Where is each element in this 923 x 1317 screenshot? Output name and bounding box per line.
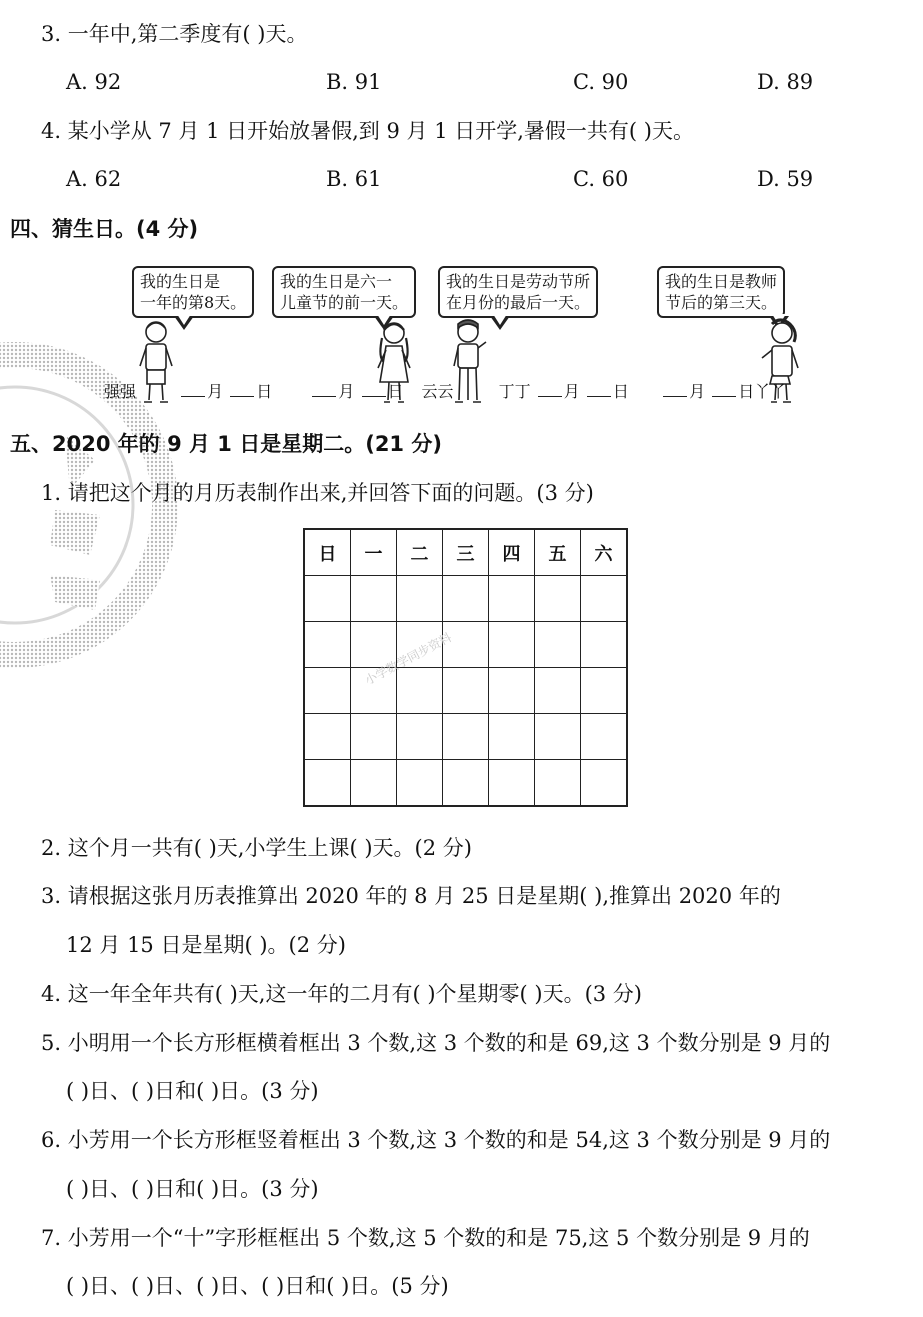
section-5-question-6-line-1: 6. 小芳用一个长方形框竖着框出 3 个数,这 3 个数的和是 54,这 3 个数分别是 9 月的 bbox=[41, 1128, 831, 1152]
speech-bubble-2 bbox=[272, 266, 416, 318]
calendar-header-sat: 六 bbox=[581, 529, 628, 576]
calendar-cell[interactable] bbox=[489, 714, 535, 760]
month-label-4: 月 bbox=[689, 382, 706, 401]
calendar-cell[interactable] bbox=[489, 760, 535, 807]
calendar-cell[interactable] bbox=[304, 622, 351, 668]
day-label-1: 日 bbox=[256, 382, 273, 401]
calendar-cell[interactable] bbox=[304, 668, 351, 714]
q3-option-b[interactable]: B. 91 bbox=[326, 70, 382, 94]
calendar-cell[interactable] bbox=[443, 760, 489, 807]
yunyun-day-blank[interactable] bbox=[362, 384, 386, 397]
calendar-header-tue: 二 bbox=[397, 529, 443, 576]
yunyun-month-blank[interactable] bbox=[312, 384, 336, 397]
name-dingding: 丁丁 bbox=[498, 382, 531, 401]
section-4-title: 四、猜生日。(4 分) bbox=[10, 217, 199, 241]
speech-bubble-4 bbox=[657, 266, 785, 318]
calendar-header-mon: 一 bbox=[351, 529, 397, 576]
section-5-question-4: 4. 这一年全年共有( )天,这一年的二月有( )个星期零( )天。(3 分) bbox=[41, 982, 642, 1006]
calendar-cell[interactable] bbox=[581, 714, 628, 760]
calendar-cell[interactable] bbox=[535, 576, 581, 622]
calendar-cell[interactable] bbox=[535, 714, 581, 760]
bubble-3-line-1: 我的生日是劳动节所 bbox=[446, 272, 591, 291]
calendar-cell[interactable] bbox=[581, 668, 628, 714]
section-5-title: 五、2020 年的 9 月 1 日是星期二。(21 分) bbox=[10, 432, 442, 456]
bubble-2-line-1: 我的生日是六一 bbox=[280, 272, 393, 291]
bubble-4-line-2: 节后的第三天。 bbox=[665, 293, 778, 312]
q4-option-c[interactable]: C. 60 bbox=[573, 167, 629, 191]
calendar-header-fri: 五 bbox=[535, 529, 581, 576]
name-qiangqiang: 强强 bbox=[104, 382, 137, 401]
calendar-cell[interactable] bbox=[535, 622, 581, 668]
watermark-text: 小学数学同步资料 bbox=[362, 630, 454, 688]
calendar-cell[interactable] bbox=[397, 576, 443, 622]
name-yunyun: 云云 bbox=[421, 382, 454, 401]
calendar-week-row bbox=[304, 622, 627, 668]
section-5-question-6-line-2: ( )日、( )日和( )日。(3 分) bbox=[66, 1177, 319, 1201]
calendar-cell[interactable] bbox=[351, 714, 397, 760]
section-5-question-5-line-1: 5. 小明用一个长方形框横着框出 3 个数,这 3 个数的和是 69,这 3 个数分别是 9 月的 bbox=[41, 1031, 831, 1055]
section-5-question-7-line-2: ( )日、( )日、( )日、( )日和( )日。(5 分) bbox=[66, 1274, 449, 1298]
calendar-cell[interactable] bbox=[443, 668, 489, 714]
question-4-text: 4. 某小学从 7 月 1 日开始放暑假,到 9 月 1 日开学,暑假一共有( )天。 bbox=[41, 119, 694, 143]
section-5-question-2: 2. 这个月一共有( )天,小学生上课( )天。(2 分) bbox=[41, 836, 472, 860]
calendar-cell[interactable] bbox=[489, 576, 535, 622]
q4-option-a[interactable]: A. 62 bbox=[66, 167, 122, 191]
calendar-cell[interactable] bbox=[443, 714, 489, 760]
calendar-week-row bbox=[304, 576, 627, 622]
calendar-cell[interactable] bbox=[304, 760, 351, 807]
calendar-cell[interactable] bbox=[351, 576, 397, 622]
question-3-text: 3. 一年中,第二季度有( )天。 bbox=[41, 22, 308, 46]
speech-bubble-1 bbox=[132, 266, 254, 318]
q4-option-b[interactable]: B. 61 bbox=[326, 167, 382, 191]
q3-option-c[interactable]: C. 90 bbox=[573, 70, 629, 94]
calendar-header-thu: 四 bbox=[489, 529, 535, 576]
bubble-3-line-2: 在月份的最后一天。 bbox=[446, 293, 591, 312]
calendar-cell[interactable] bbox=[535, 668, 581, 714]
calendar-week-row bbox=[304, 714, 627, 760]
section-5-question-1: 1. 请把这个月的月历表制作出来,并回答下面的问题。(3 分) bbox=[41, 481, 594, 505]
day-label-2: 日 bbox=[387, 382, 404, 401]
bubble-1-line-2: 一年的第8天。 bbox=[140, 293, 247, 312]
name-yaya: 丫丫 bbox=[754, 382, 787, 401]
calendar-cell[interactable] bbox=[304, 576, 351, 622]
calendar-cell[interactable] bbox=[535, 760, 581, 807]
calendar-week-row bbox=[304, 760, 627, 807]
month-label-1: 月 bbox=[207, 382, 224, 401]
calendar-cell[interactable] bbox=[443, 576, 489, 622]
qiangqiang-month-blank[interactable] bbox=[181, 384, 205, 397]
section-5-question-3-line-1: 3. 请根据这张月历表推算出 2020 年的 8 月 25 日是星期( ),推算出 2020 年的 bbox=[41, 884, 781, 908]
calendar-cell[interactable] bbox=[397, 668, 443, 714]
month-label-2: 月 bbox=[338, 382, 355, 401]
day-label-4: 日 bbox=[738, 382, 755, 401]
section-5-question-3-line-2: 12 月 15 日是星期( )。(2 分) bbox=[66, 933, 346, 957]
yaya-month-blank[interactable] bbox=[663, 384, 687, 397]
calendar-table bbox=[303, 528, 628, 807]
day-label-3: 日 bbox=[612, 382, 629, 401]
section-5-question-7-line-1: 7. 小芳用一个“十”字形框框出 5 个数,这 5 个数的和是 75,这 5 个数分别是 9 月的 bbox=[41, 1226, 810, 1250]
calendar-cell[interactable] bbox=[489, 622, 535, 668]
month-label-3: 月 bbox=[563, 382, 580, 401]
calendar-header-wed: 三 bbox=[443, 529, 489, 576]
calendar-cell[interactable] bbox=[397, 760, 443, 807]
calendar-cell[interactable] bbox=[581, 576, 628, 622]
section-5-question-5-line-2: ( )日、( )日和( )日。(3 分) bbox=[66, 1079, 319, 1103]
q3-option-a[interactable]: A. 92 bbox=[66, 70, 122, 94]
calendar-cell[interactable] bbox=[304, 714, 351, 760]
bubble-2-line-2: 儿童节的前一天。 bbox=[280, 293, 409, 312]
yaya-day-blank[interactable] bbox=[712, 384, 736, 397]
dingding-month-blank[interactable] bbox=[538, 384, 562, 397]
birthday-fill-line bbox=[104, 384, 786, 400]
speech-bubble-3 bbox=[438, 266, 598, 318]
q3-option-d[interactable]: D. 89 bbox=[757, 70, 814, 94]
bubble-1-line-1: 我的生日是 bbox=[140, 272, 221, 291]
bubble-4-line-1: 我的生日是教师 bbox=[665, 272, 778, 291]
qiangqiang-day-blank[interactable] bbox=[230, 384, 254, 397]
calendar-cell[interactable] bbox=[351, 760, 397, 807]
calendar-header-sun: 日 bbox=[304, 529, 351, 576]
calendar-cell[interactable] bbox=[397, 714, 443, 760]
calendar-cell[interactable] bbox=[581, 622, 628, 668]
q4-option-d[interactable]: D. 59 bbox=[757, 167, 814, 191]
calendar-week-row bbox=[304, 668, 627, 714]
calendar-cell[interactable] bbox=[489, 668, 535, 714]
calendar-header-row bbox=[304, 529, 627, 576]
calendar-cell[interactable] bbox=[581, 760, 628, 807]
dingding-day-blank[interactable] bbox=[587, 384, 611, 397]
